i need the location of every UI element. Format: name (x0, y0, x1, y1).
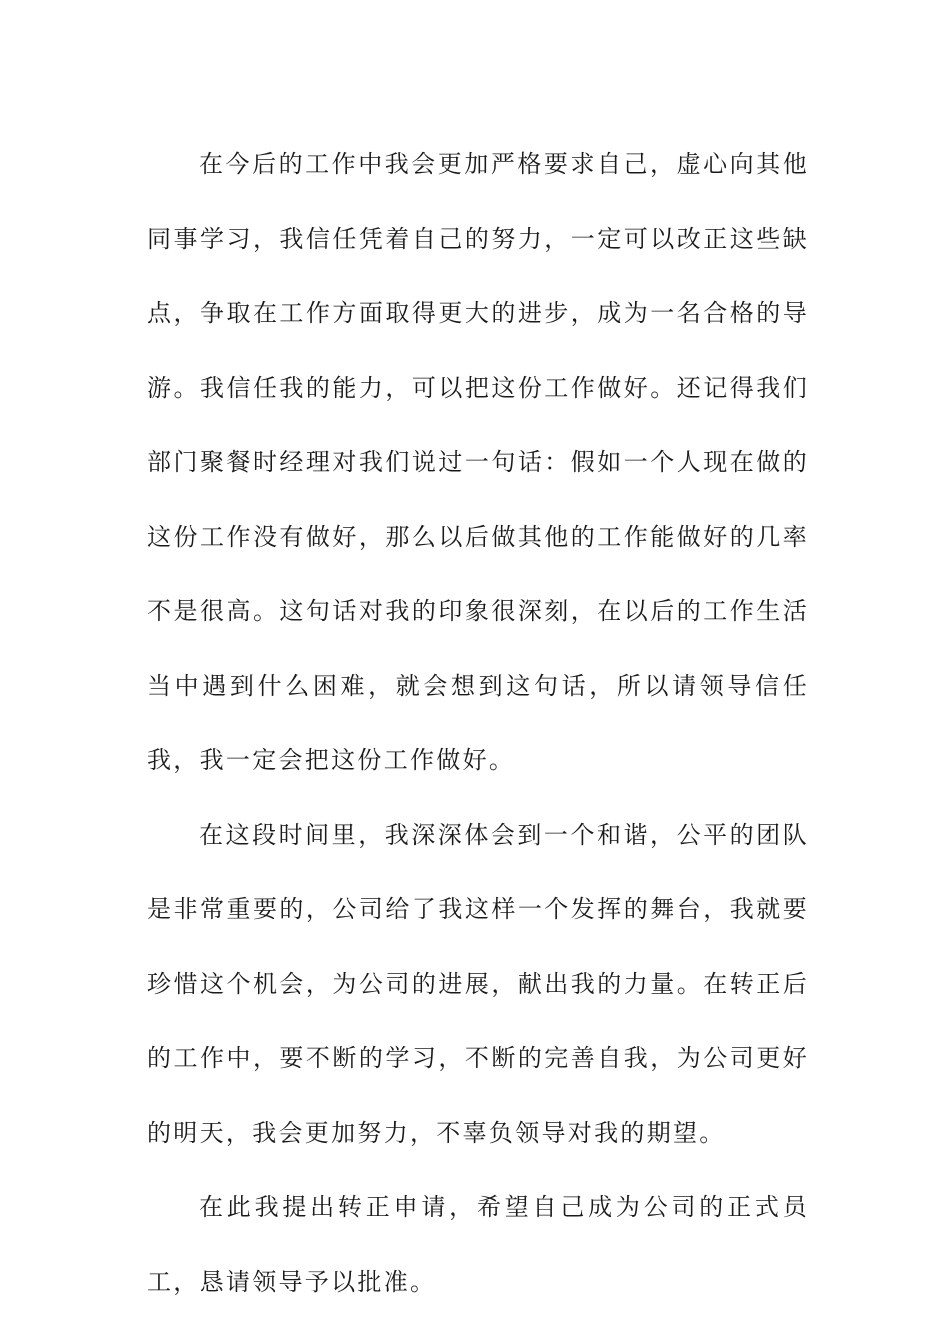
paragraph-2: 在这段时间里，我深深体会到一个和谐，公平的团队是非常重要的，公司给了我这样一个发挥的舞台，我就要珍惜这个机会，为公司的进展，献出我的力量。在转正后的工作中，要不断的学习，不断的完善自我，为公司更好的明天，我会更加努力，不辜负领导对我的期望。 (147, 820, 809, 1147)
paragraph-3: 在此我提出转正申请，希望自己成为公司的正式员工，恳请领导予以批准。 (147, 1193, 809, 1296)
paragraph-1: 在今后的工作中我会更加严格要求自己，虚心向其他同事学习，我信任凭着自己的努力，一定可以改正这些缺点，争取在工作方面取得更大的进步，成为一名合格的导游。我信任我的能力，可以把这份工作做好。还记得我们部门聚餐时经理对我们说过一句话：假如一个人现在做的这份工作没有做好，那么以后做其他的工作能做好的几率不是很高。这句话对我的印象很深刻，在以后的工作生活当中遇到什么困难，就会想到这句话，所以请领导信任我，我一定会把这份工作做好。 (147, 150, 809, 774)
